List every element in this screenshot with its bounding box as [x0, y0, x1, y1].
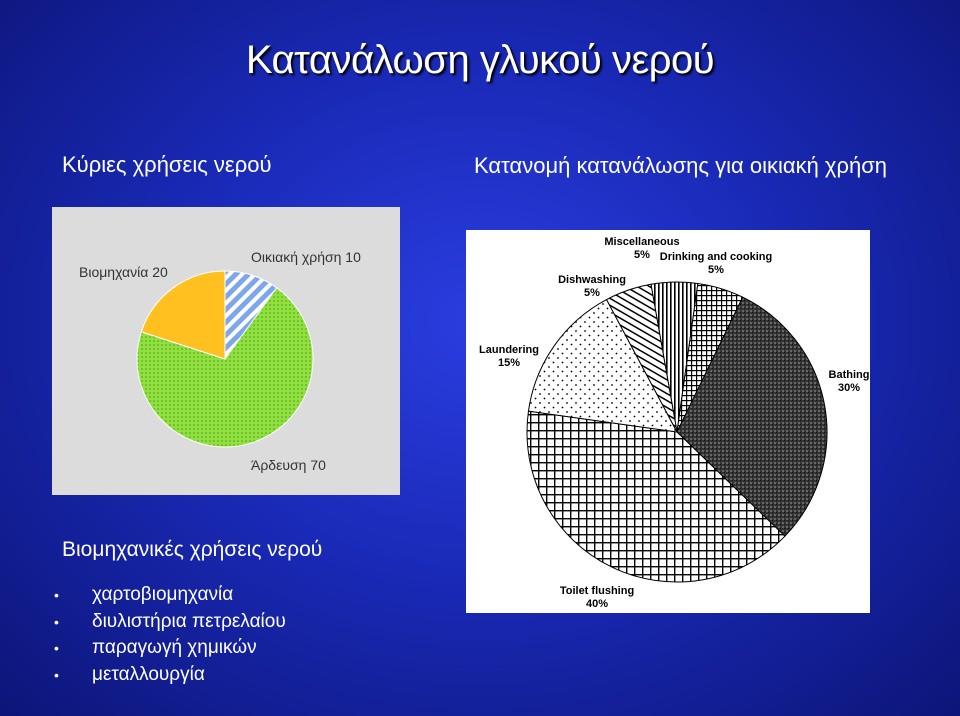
list-item: • παραγωγή χημικών: [52, 635, 286, 662]
bullet-icon: •: [54, 666, 59, 683]
list-item: • μεταλλουργία: [52, 662, 286, 689]
value-miscellaneous: 5%: [634, 249, 650, 261]
value-bathing: 30%: [837, 382, 861, 394]
main-uses-pie-chart: [52, 207, 400, 495]
domestic-use-pie-chart: [466, 230, 870, 613]
main-uses-heading: Κύριες χρήσεις νερού: [62, 152, 272, 177]
bullet-icon: •: [54, 640, 59, 656]
label-dishwashing: Dishwashing: [558, 274, 626, 286]
slide-title: Κατανάλωση γλυκού νερού: [245, 38, 715, 82]
slice-label-domestic: Οικιακή χρήση 10: [251, 249, 361, 265]
bullet-icon: •: [54, 613, 59, 630]
label-toilet-flushing: Toilet flushing: [559, 585, 635, 597]
label-laundering: Laundering: [479, 344, 539, 356]
industrial-uses-heading: Βιομηχανικές χρήσεις νερού: [62, 538, 323, 561]
value-toilet-flushing: 40%: [585, 598, 609, 610]
label-miscellaneous: Miscellaneous: [604, 236, 680, 248]
slice-label-irrigation: Άρδευση 70: [251, 457, 326, 473]
slice-label-industry: Βιομηχανία 20: [79, 264, 168, 280]
domestic-use-chart-panel: [466, 230, 870, 613]
bullet-icon: •: [54, 587, 59, 603]
industrial-uses-list: [52, 582, 286, 688]
domestic-distribution-heading: Κατανομή κατανάλωσης για οικιακή χρήση: [474, 153, 888, 178]
value-laundering: 15%: [497, 357, 521, 369]
label-bathing: Bathing: [828, 369, 870, 381]
value-dishwashing: 5%: [584, 287, 600, 299]
list-item: • διυλιστήρια πετρελαίου: [52, 609, 286, 636]
value-drinking-cooking: 5%: [708, 264, 724, 276]
main-uses-chart-panel: [52, 207, 400, 495]
list-item: • χαρτοβιομηχανία: [52, 582, 286, 609]
label-drinking-cooking: Drinking and cooking: [659, 251, 773, 263]
